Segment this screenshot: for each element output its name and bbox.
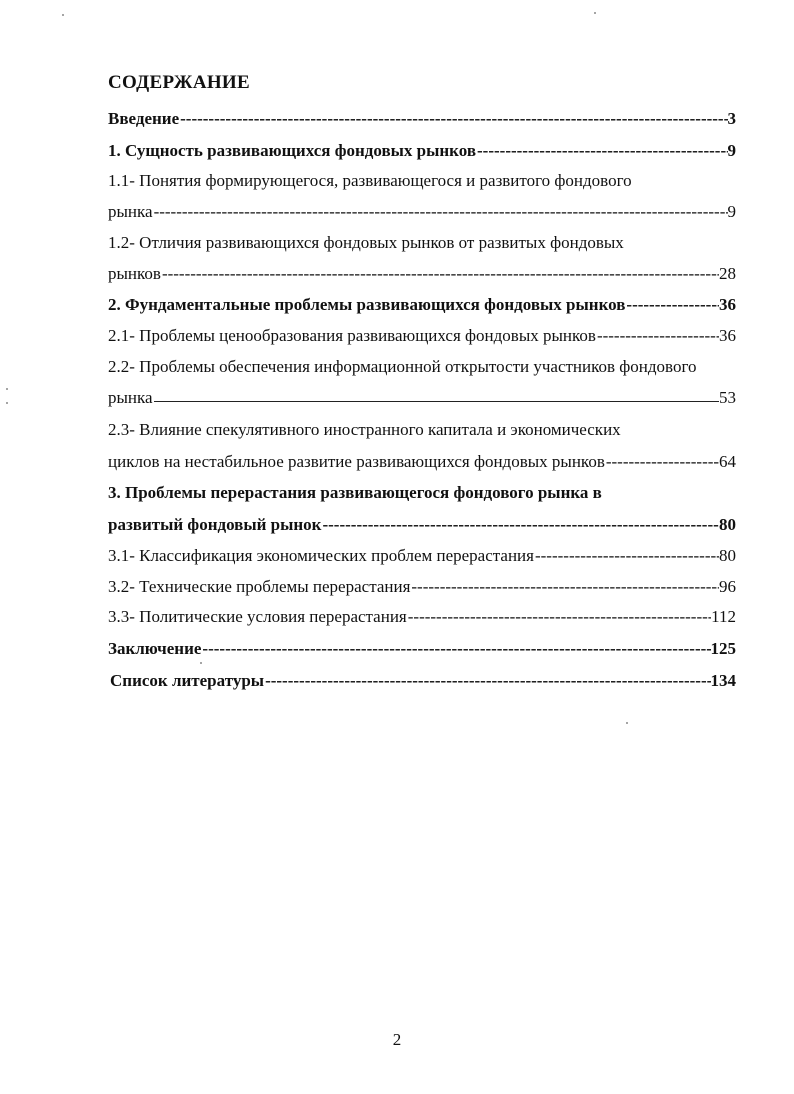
toc-label: 1. Сущность развивающихся фондовых рынков (108, 141, 477, 160)
toc-leader (408, 606, 711, 628)
toc-page-number: 36 (719, 326, 736, 345)
page-number: 2 (392, 1030, 402, 1049)
toc-entry-2-3-line1: 2.3- Влияние спекулятивного иностранного капитала и экономических (108, 420, 621, 439)
toc-entry-introduction (108, 108, 736, 130)
toc-entry-1-2-line1: 1.2- Отличия развивающихся фондовых рынков от развитых фондовых (108, 233, 624, 252)
toc-leader (626, 294, 719, 316)
toc-page-number: 9 (727, 141, 736, 160)
page-title: СОДЕРЖАНИЕ (108, 72, 250, 93)
toc-label: 3.1- Классификация экономических проблем перерастания (108, 546, 534, 565)
toc-label: 2.1- Проблемы ценообразования развивающихся фондовых рынков (108, 326, 596, 345)
toc-entry-chapter-3 (108, 514, 736, 536)
toc-entry-2-1 (108, 325, 736, 347)
toc-page-number: 53 (719, 388, 736, 407)
toc-page-number: 112 (711, 607, 736, 626)
toc-label: 3.2- Технические проблемы перерастания (108, 577, 411, 596)
toc-label: рынков (108, 264, 161, 283)
toc-entry-conclusion (108, 638, 736, 660)
toc-entry-bibliography (108, 670, 736, 692)
toc-leader (606, 451, 719, 473)
toc-leader (162, 263, 719, 285)
toc-label: Введение (108, 109, 180, 128)
toc-leader (180, 108, 727, 130)
toc-leader (477, 140, 727, 162)
toc-leader (202, 638, 710, 660)
toc-leader (154, 201, 728, 223)
scan-speck (200, 662, 202, 664)
toc-label: Заключение (108, 639, 202, 658)
toc-leader (265, 670, 710, 692)
toc-entry-2-2 (108, 387, 736, 409)
toc-page-number: 96 (719, 577, 736, 596)
toc-entry-chapter-2 (108, 294, 736, 316)
toc-page-number: 80 (719, 546, 736, 565)
toc-leader (597, 325, 719, 347)
toc-page-number: 125 (710, 639, 736, 658)
toc-page-number: 28 (719, 264, 736, 283)
toc-entry-2-3 (108, 451, 736, 473)
toc-label: рынка (108, 202, 153, 221)
scan-speck (6, 388, 8, 390)
scan-speck (626, 722, 628, 724)
toc-entry-3-1 (108, 545, 736, 567)
toc-leader (411, 576, 719, 598)
toc-entry-chapter-3-line1: 3. Проблемы перерастания развивающегося фондового рынка в (108, 483, 602, 502)
toc-entry-chapter-1 (108, 140, 736, 162)
toc-entry-3-2 (108, 576, 736, 598)
toc-leader (535, 545, 719, 567)
toc-entry-1-1-line1: 1.1- Понятия формирующегося, развивающегося и развитого фондового (108, 171, 632, 190)
toc-entry-3-3 (108, 606, 736, 628)
toc-label: 3.3- Политические условия перерастания (108, 607, 407, 626)
scan-speck (6, 402, 8, 404)
toc-entry-2-2-line1: 2.2- Проблемы обеспечения информационной открытости участников фондового (108, 357, 697, 376)
toc-page-number: 64 (719, 452, 736, 471)
toc-entry-1-1 (108, 201, 736, 223)
toc-page-number: 3 (727, 109, 736, 128)
toc-leader-solid (154, 401, 719, 402)
toc-entry-1-2 (108, 263, 736, 285)
toc-label: развитый фондовый рынок (108, 515, 322, 534)
toc-page-number: 36 (719, 295, 736, 314)
scan-speck (594, 12, 596, 14)
toc-leader (322, 514, 719, 536)
toc-page-number: 80 (719, 515, 736, 534)
scan-speck (62, 14, 64, 16)
toc-page-number: 134 (710, 671, 736, 690)
toc-label: 2. Фундаментальные проблемы развивающихся фондовых рынков (108, 295, 626, 314)
toc-page-number: 9 (727, 202, 736, 221)
toc-label: циклов на нестабильное развитие развивающихся фондовых рынков (108, 452, 605, 471)
toc-label: Список литературы (110, 671, 265, 690)
toc-label: рынка (108, 388, 153, 407)
